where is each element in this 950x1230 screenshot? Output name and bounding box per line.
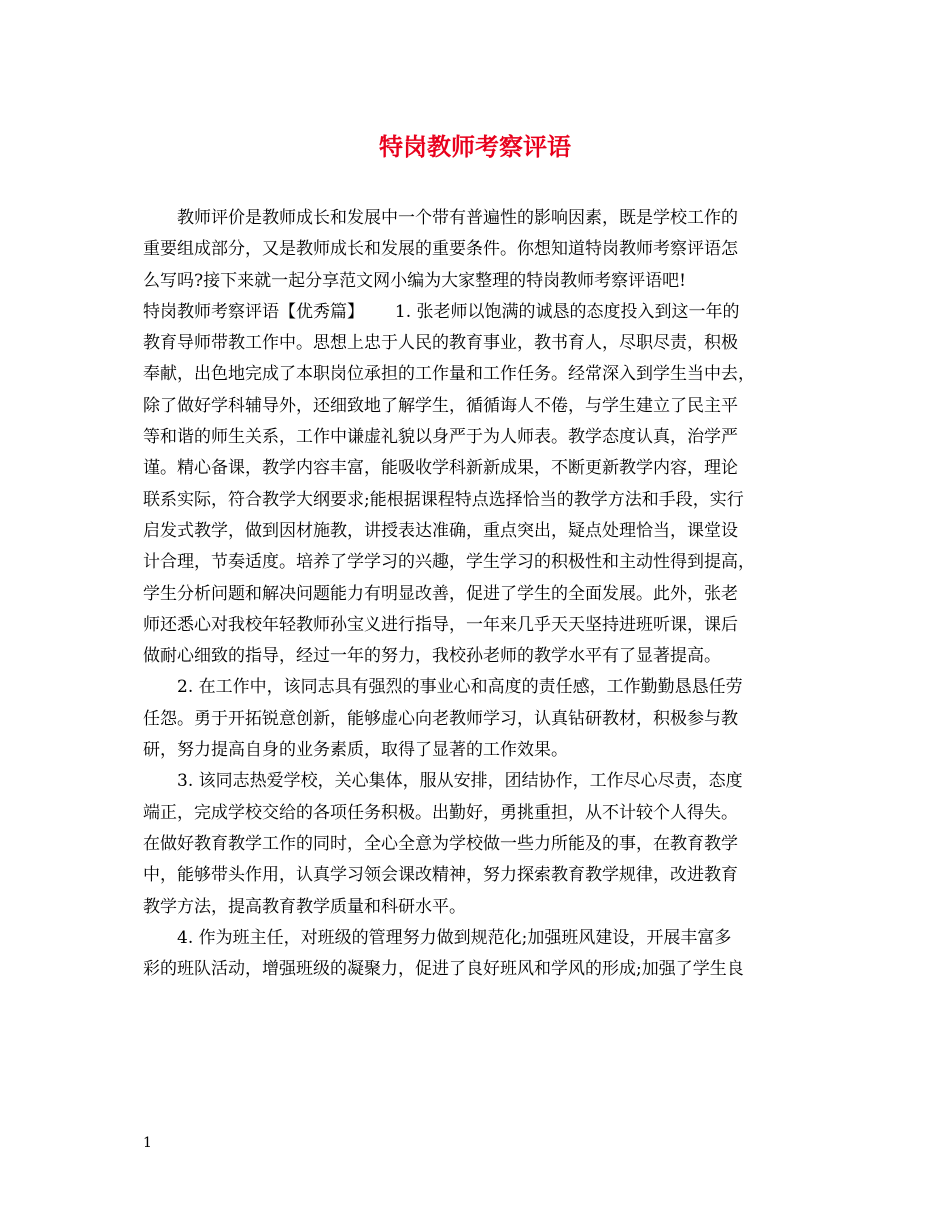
body-line: 彩的班队活动，增强班级的凝聚力，促进了良好班风和学风的形成;加强了学生良 [143, 959, 744, 980]
body-line: 么写吗?接下来就一起分享范文网小编为大家整理的特岗教师考察评语吧! [143, 270, 686, 291]
body-line: 3. 该同志热爱学校，关心集体，服从安排，团结协作，工作尽心尽责，态度 [177, 771, 743, 792]
body-line: 在做好教育教学工作的同时，全心全意为学校做一些力所能及的事，在教育教学 [143, 833, 738, 854]
body-line: 做耐心细致的指导，经过一年的努力，我校孙老师的教学水平有了显著提高。 [143, 646, 721, 667]
body-line: 学生分析问题和解决问题能力有明显改善，促进了学生的全面发展。此外，张老 [143, 583, 738, 604]
body-line: 2. 在工作中，该同志具有强烈的事业心和高度的责任感，工作勤勤恳恳任劳 [177, 677, 743, 698]
document-title: 特岗教师考察评语 [379, 132, 571, 161]
body-line: 联系实际，符合教学大纲要求;能根据课程特点选择恰当的教学方法和手段，实行 [143, 489, 744, 510]
body-line: 谨。精心备课，教学内容丰富，能吸收学科新新成果，不断更新教学内容，理论 [143, 458, 738, 479]
page-number: 1 [143, 1135, 152, 1151]
body-line: 奉献，出色地完成了本职岗位承担的工作量和工作任务。经常深入到学生当中去， [143, 364, 755, 385]
document-body [143, 203, 823, 985]
body-line: 教师评价是教师成长和发展中一个带有普遍性的影响因素，既是学校工作的 [177, 208, 738, 228]
body-line: 教育导师带教工作中。思想上忠于人民的教育事业，教书育人，尽职尽责，积极 [143, 333, 738, 354]
body-line: 4. 作为班主任，对班级的管理努力做到规范化;加强班风建设，开展丰富多 [177, 927, 732, 948]
body-line: 计合理，节奏适度。培养了学学习的兴趣，学生学习的积极性和主动性得到提高， [143, 552, 755, 573]
body-line: 启发式教学，做到因材施教，讲授表达准确，重点突出，疑点处理恰当，课堂设 [143, 520, 738, 541]
body-line: 教学方法，提高教育教学质量和科研水平。 [143, 896, 466, 917]
body-line: 除了做好学科辅导外，还细致地了解学生，循循诲人不倦，与学生建立了民主平 [143, 395, 738, 416]
body-line: 师还悉心对我校年轻教师孙宝义进行指导，一年来几乎天天坚持进班听课，课后 [143, 614, 738, 635]
body-line: 特岗教师考察评语【优秀篇】 1. 张老师以饱满的诚恳的态度投入到这一年的 [143, 301, 740, 322]
body-line: 中，能够带头作用，认真学习领会课改精神，努力探索教育教学规律，改进教育 [143, 865, 738, 886]
body-line: 等和谐的师生关系，工作中谦虚礼貌以身严于为人师表。教学态度认真，治学严 [143, 427, 738, 448]
body-line: 端正，完成学校交给的各项任务积极。出勤好，勇挑重担，从不计较个人得失。 [143, 802, 738, 823]
body-line: 重要组成部分，又是教师成长和发展的重要条件。你想知道特岗教师考察评语怎 [143, 239, 738, 260]
body-line: 任怨。勇于开拓锐意创新，能够虚心向老教师学习，认真钻研教材，积极参与教 [143, 708, 738, 729]
body-line: 研，努力提高自身的业务素质，取得了显著的工作效果。 [143, 740, 568, 761]
